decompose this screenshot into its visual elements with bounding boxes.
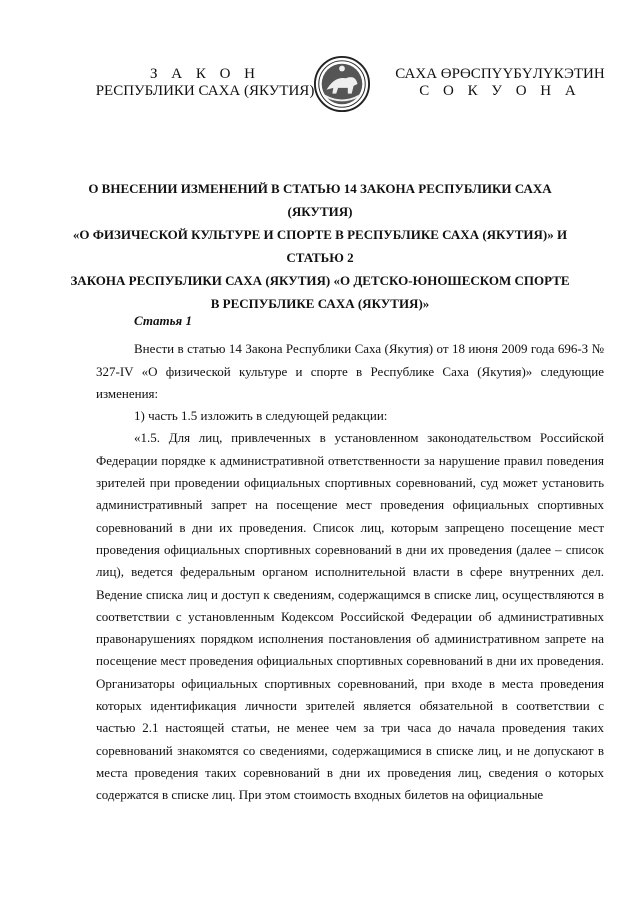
- title-line: О ВНЕСЕНИИ ИЗМЕНЕНИЙ В СТАТЬЮ 14 ЗАКОНА РЕСПУБЛИКИ САХА (ЯКУТИЯ): [88, 181, 552, 219]
- law-header-russian: [90, 66, 320, 100]
- article-intro: Внести в статью 14 Закона Республики Саха (Якутия) от 18 июня 2009 года 696-З № 327-IV «О физической культуре и спорте в Республике Саха (Якутия)» следующие изменения:: [96, 341, 604, 401]
- law-header-yakut: [380, 66, 620, 100]
- law-word: З А К О Н: [149, 66, 261, 82]
- republic-name-yakut: САХА ӨРӨСПҮҮБҮЛҮКЭТИН: [395, 66, 605, 82]
- law-title: [70, 177, 570, 315]
- republic-name: РЕСПУБЛИКИ САХА (ЯКУТИЯ): [95, 83, 315, 99]
- article-heading: Статья 1: [134, 313, 192, 328]
- law-body: [96, 310, 604, 807]
- title-line: ЗАКОНА РЕСПУБЛИКИ САХА (ЯКУТИЯ) «О ДЕТСКО-ЮНОШЕСКОМ СПОРТЕ: [70, 273, 570, 288]
- title-line: «О ФИЗИЧЕСКОЙ КУЛЬТУРЕ И СПОРТЕ В РЕСПУБЛИКЕ САХА (ЯКУТИЯ)» И СТАТЬЮ 2: [72, 227, 568, 265]
- law-word-yakut: С О К У О Н А: [419, 83, 581, 99]
- article-item: 1) часть 1.5 изложить в следующей редакции:: [134, 408, 388, 424]
- coat-of-arms-icon: [313, 55, 371, 113]
- title-line: В РЕСПУБЛИКЕ САХА (ЯКУТИЯ)»: [210, 296, 430, 311]
- article-item-text: «1.5. Для лиц, привлеченных в установленном законодательством Российской Федерации порядке к административной ответственности за нарушение правил поведения зрителей при проведении официальных спортивных соревнований, суд может установить административный запрет на посещение мест проведения официальных спортивных соревнований в дни их проведения. Список лиц, которым запрещено посещение мест проведения официальных спортивных соревнований в дни их проведения (далее – список лиц), ведется федеральным органом исполнительной власти в сфере внутренних дел. Ведение списка лиц и доступ к сведениям, содержащимся в списке лиц, осуществляются в соответствии с установленным Кодексом Российской Федерации об административных правонарушениях порядком исполнения постановления об административном запрете на посещение мест проведения официальных спортивных соревнований в дни их проведения. Организаторы официальных спортивных соревнований, при входе в места проведения которых идентификация личности зрителей является обязательной в соответствии с частью 2.1 настоящей статьи, не менее чем за три часа до начала проведения таких соревнований знакомятся со сведениями, содержащимися в списке лиц, и не допускают в места проведения таких соревнований в дни их проведения лиц, сведения о которых содержатся в списке лиц. При этом стоимость входных билетов на официальные: [96, 430, 604, 803]
